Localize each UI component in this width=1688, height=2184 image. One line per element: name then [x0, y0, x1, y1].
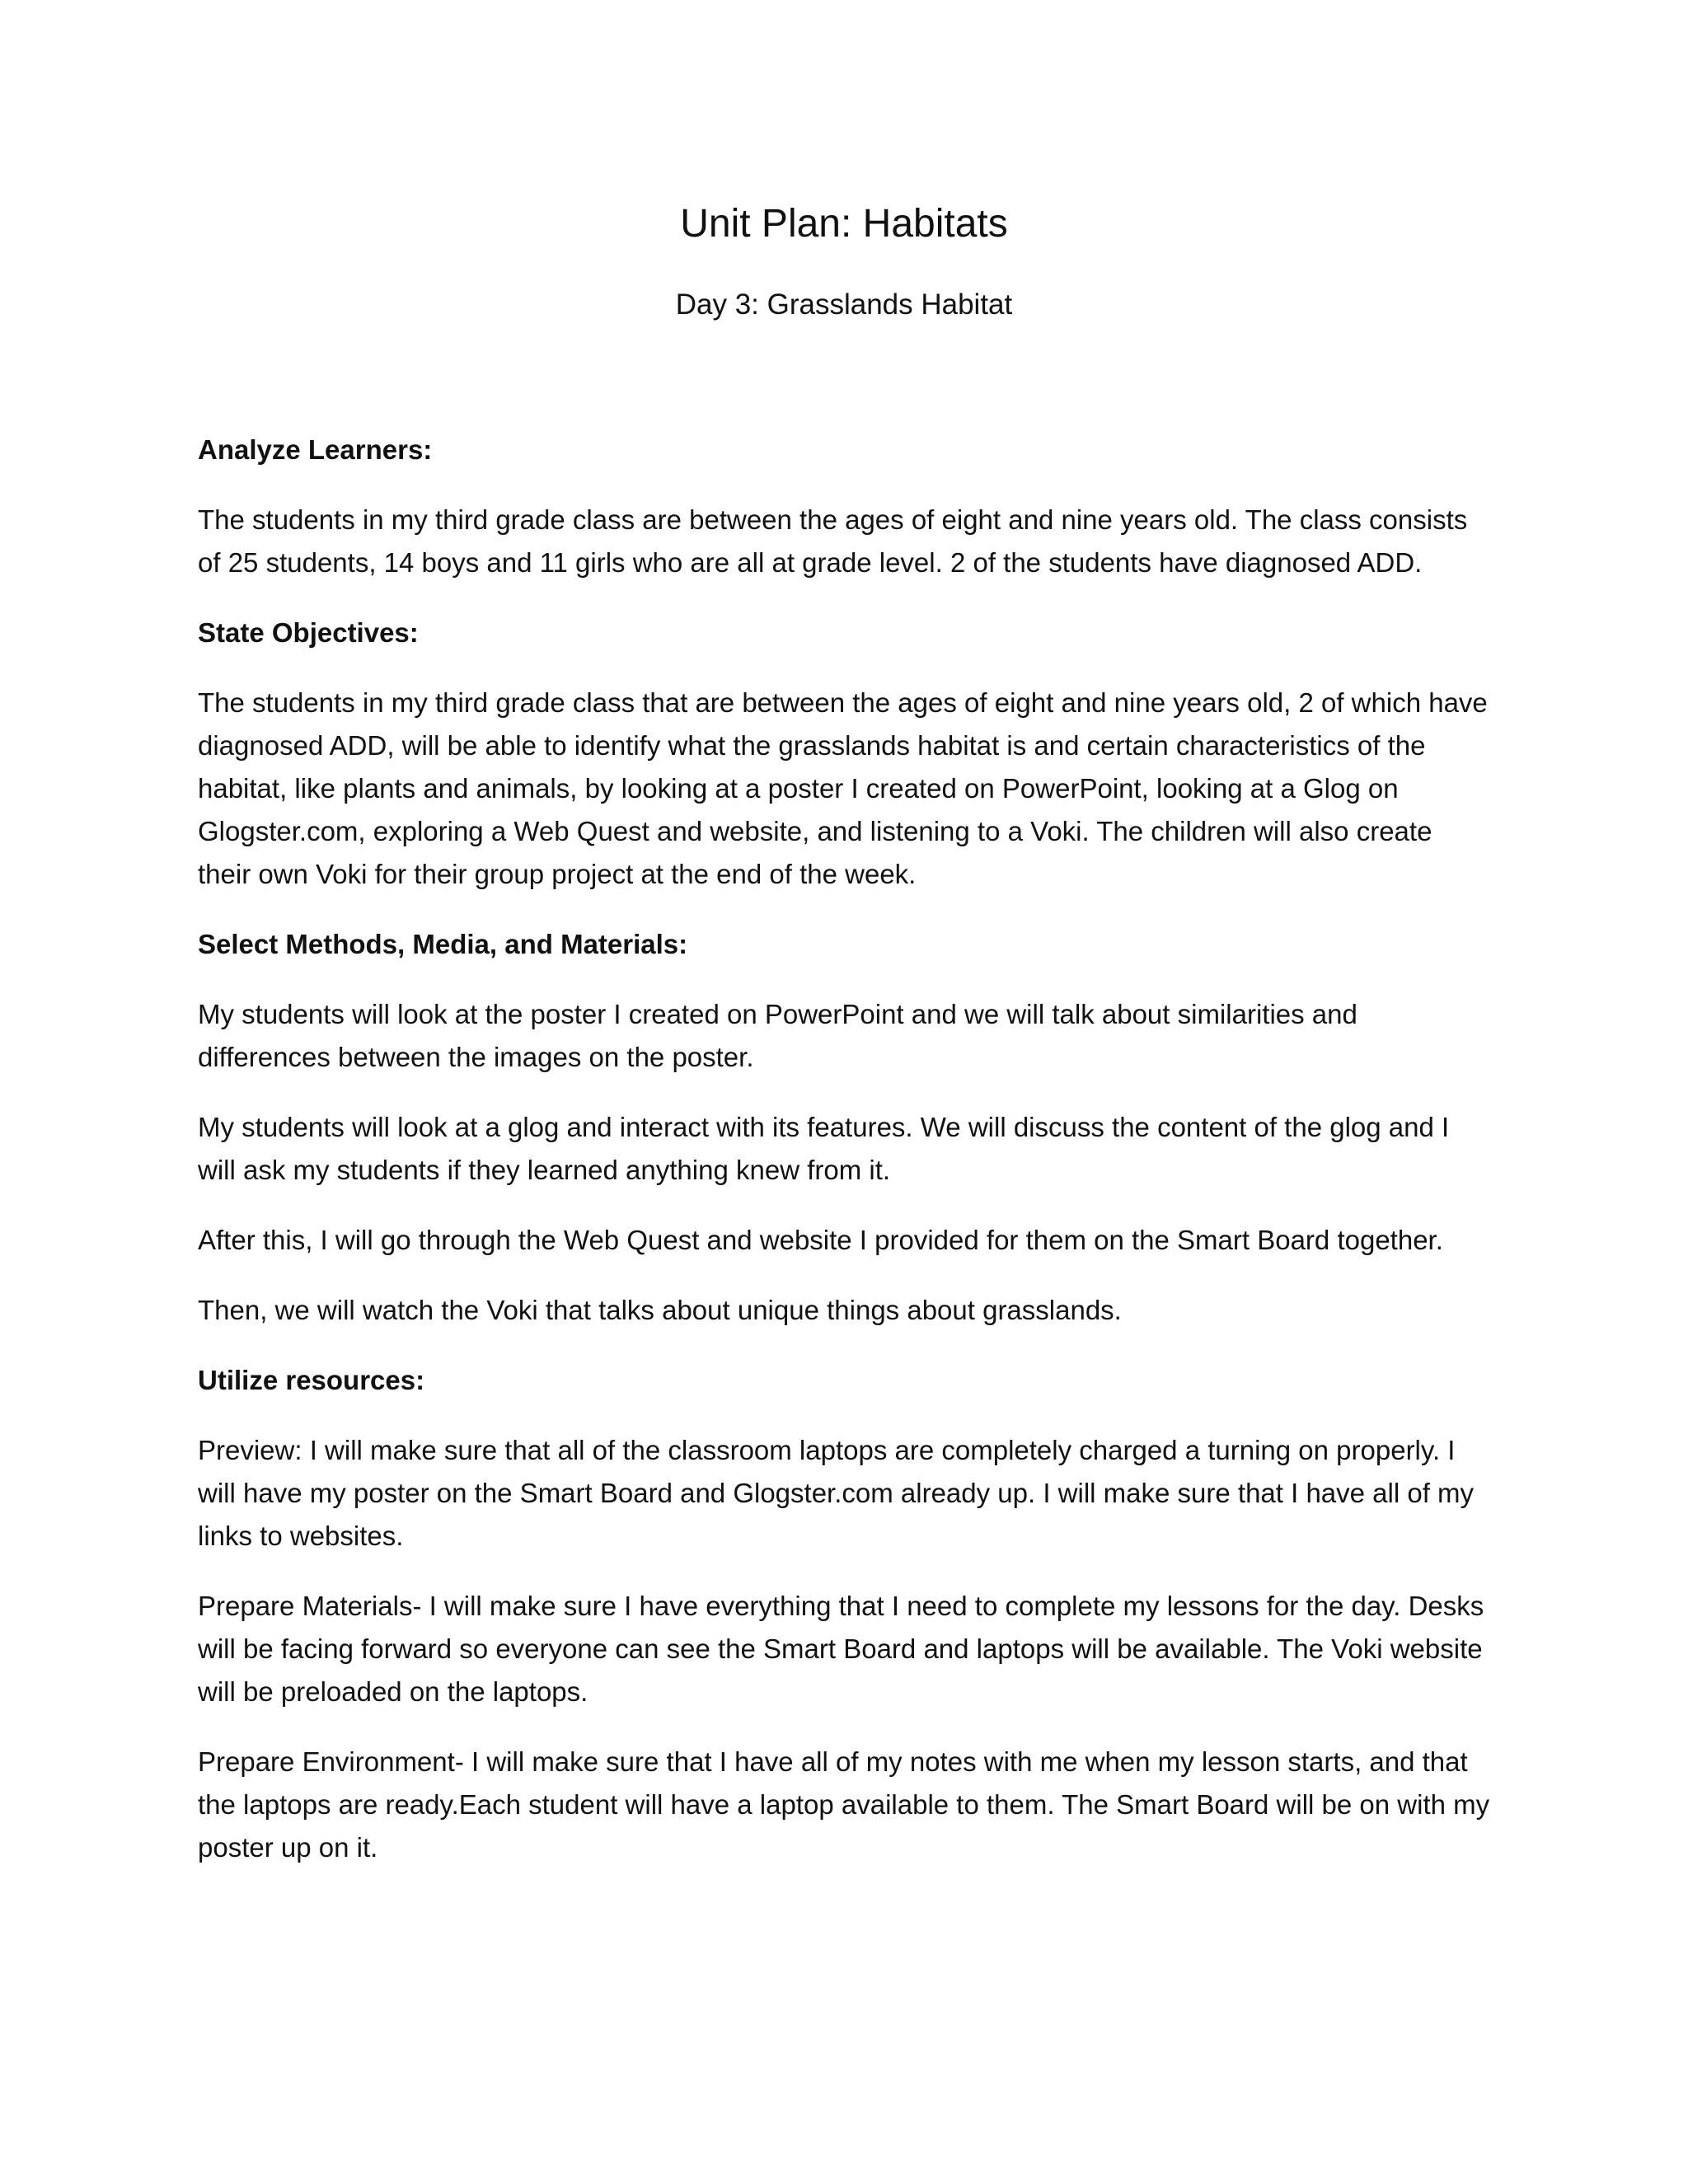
section-heading-methods-media-materials: Select Methods, Media, and Materials:: [198, 929, 688, 959]
resources-paragraph-preview: Preview: I will make sure that all of the classroom laptops are completely charged a turning on properly. I will have my poster on the Smart Board and Glogster.com already up. I will make sure that I have all of my links to websites.: [198, 1435, 1475, 1551]
section-heading-utilize-resources: Utilize resources:: [198, 1365, 425, 1395]
methods-paragraph-web-quest: After this, I will go through the Web Quest and website I provided for them on the Smart Board together.: [198, 1225, 1443, 1255]
methods-paragraph-poster: My students will look at the poster I created on PowerPoint and we will talk about similarities and differences between the images on the poster.: [198, 999, 1357, 1072]
methods-paragraph-glog: My students will look at a glog and interact with its features. We will discuss the content of the glog and I will ask my students if they learned anything knew from it.: [198, 1112, 1450, 1185]
document-subtitle: Day 3: Grasslands Habitat: [675, 288, 1013, 321]
document-body: [198, 429, 1492, 1896]
analyze-learners-paragraph: The students in my third grade class are between the ages of eight and nine years old. The class consists of 25 students, 14 boys and 11 girls who are all at grade level. 2 of the students have diagnosed ADD.: [198, 504, 1468, 578]
section-heading-state-objectives: State Objectives:: [198, 617, 419, 648]
state-objectives-paragraph: The students in my third grade class that are between the ages of eight and nine years old, 2 of which have diagnosed ADD, will be able to identify what the grasslands habitat is and certain characteristics of the habitat, like plants and animals, by looking at a poster I created on PowerPoint, looking at a Glog on Glogster.com, exploring a Web Quest and website, and listening to a Voki. The children will also create their own Voki for their group project at the end of the week.: [198, 687, 1488, 889]
section-heading-analyze-learners: Analyze Learners:: [198, 434, 433, 465]
resources-paragraph-prepare-materials: Prepare Materials- I will make sure I have everything that I need to complete my lessons for the day. Desks will be facing forward so everyone can see the Smart Board and laptops will be available. The Voki website will be preloaded on the laptops.: [198, 1591, 1484, 1707]
methods-paragraph-voki: Then, we will watch the Voki that talks about unique things about grasslands.: [198, 1295, 1122, 1325]
resources-paragraph-prepare-environment: Prepare Environment- I will make sure that I have all of my notes with me when my lesson starts, and that the laptops are ready.Each student will have a laptop available to them. The Smart Board will be on with my poster up on it.: [198, 1746, 1490, 1863]
document-title: Unit Plan: Habitats: [680, 202, 1008, 246]
